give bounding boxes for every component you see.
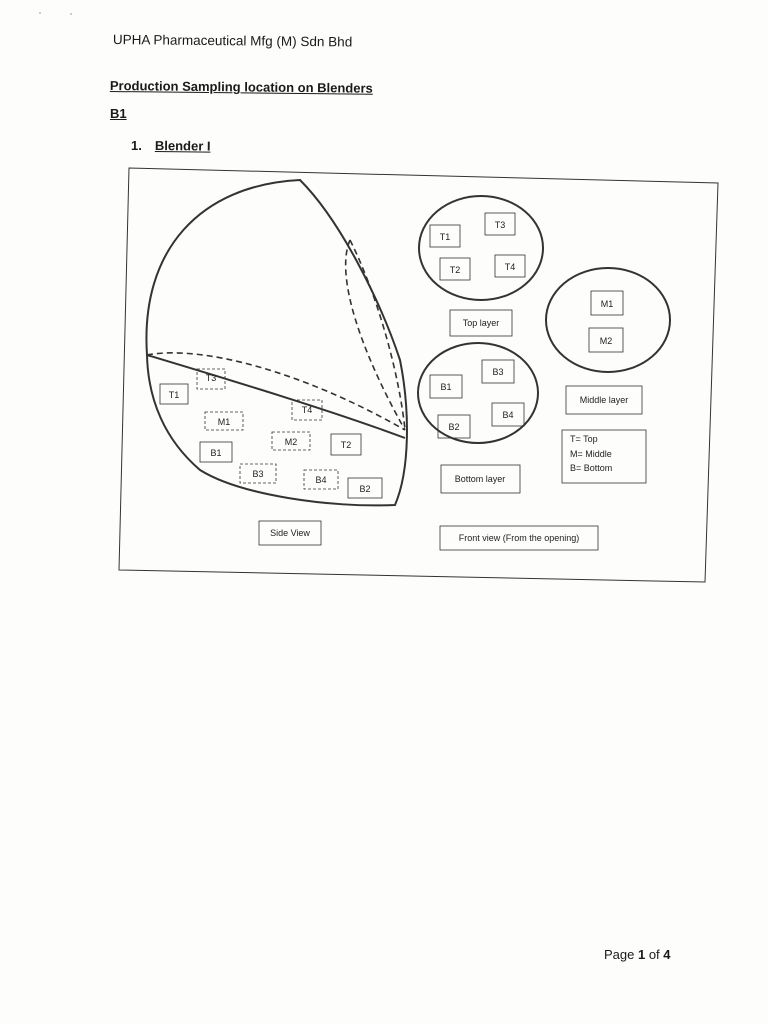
middle-layer-label: Middle layer [579,395,629,405]
sample-label: B4 [502,410,514,420]
sample-label: T4 [301,405,313,415]
sample-label: T3 [205,373,217,383]
sample-label: B1 [210,448,222,458]
side-view-label: Side View [270,528,310,538]
blender-divider-line [147,355,405,438]
sample-label: B2 [448,422,460,432]
top-layer-circle [419,196,543,300]
bottom-layer-circle [418,343,538,443]
sample-label: T2 [449,265,461,275]
page-separator: of [645,947,664,962]
blender-outline [146,180,407,505]
top-layer-label: Top layer [462,318,500,328]
sample-label: M2 [599,336,613,346]
legend-top: T= Top [570,434,598,444]
sample-label: M1 [600,299,614,309]
section-heading: B1 [110,106,127,121]
company-name: UPHA Pharmaceutical Mfg (M) Sdn Bhd [112,32,353,50]
sample-label: M1 [217,417,231,427]
legend-middle: M= Middle [570,449,612,459]
sample-label: B2 [359,484,371,494]
sample-label: B4 [315,475,327,485]
sample-label: T1 [168,390,180,400]
page-total: 4 [663,947,671,962]
side-view-points [160,369,382,498]
page-prefix: Page [604,947,638,962]
sample-label: B3 [252,469,264,479]
sample-label: T2 [340,440,352,450]
page-current: 1 [637,947,646,962]
front-view-label: Front view (From the opening) [458,533,580,543]
sample-label: T3 [494,220,506,230]
item-heading: Blender I [154,138,211,154]
page-number [604,947,671,962]
document-title: Production Sampling location on Blenders [109,78,373,96]
side-view-blender [146,180,407,505]
bottom-layer-label: Bottom layer [454,474,506,484]
sample-label: B1 [440,382,452,392]
side-view-dashed-opening [147,240,405,430]
sample-label: B3 [492,367,504,377]
middle-layer-circle [546,268,670,372]
sample-label: T1 [439,232,451,242]
sample-label: M2 [284,437,298,447]
legend-bottom: B= Bottom [570,463,613,473]
sample-label: T4 [504,262,516,272]
item-number: 1. [131,138,142,153]
